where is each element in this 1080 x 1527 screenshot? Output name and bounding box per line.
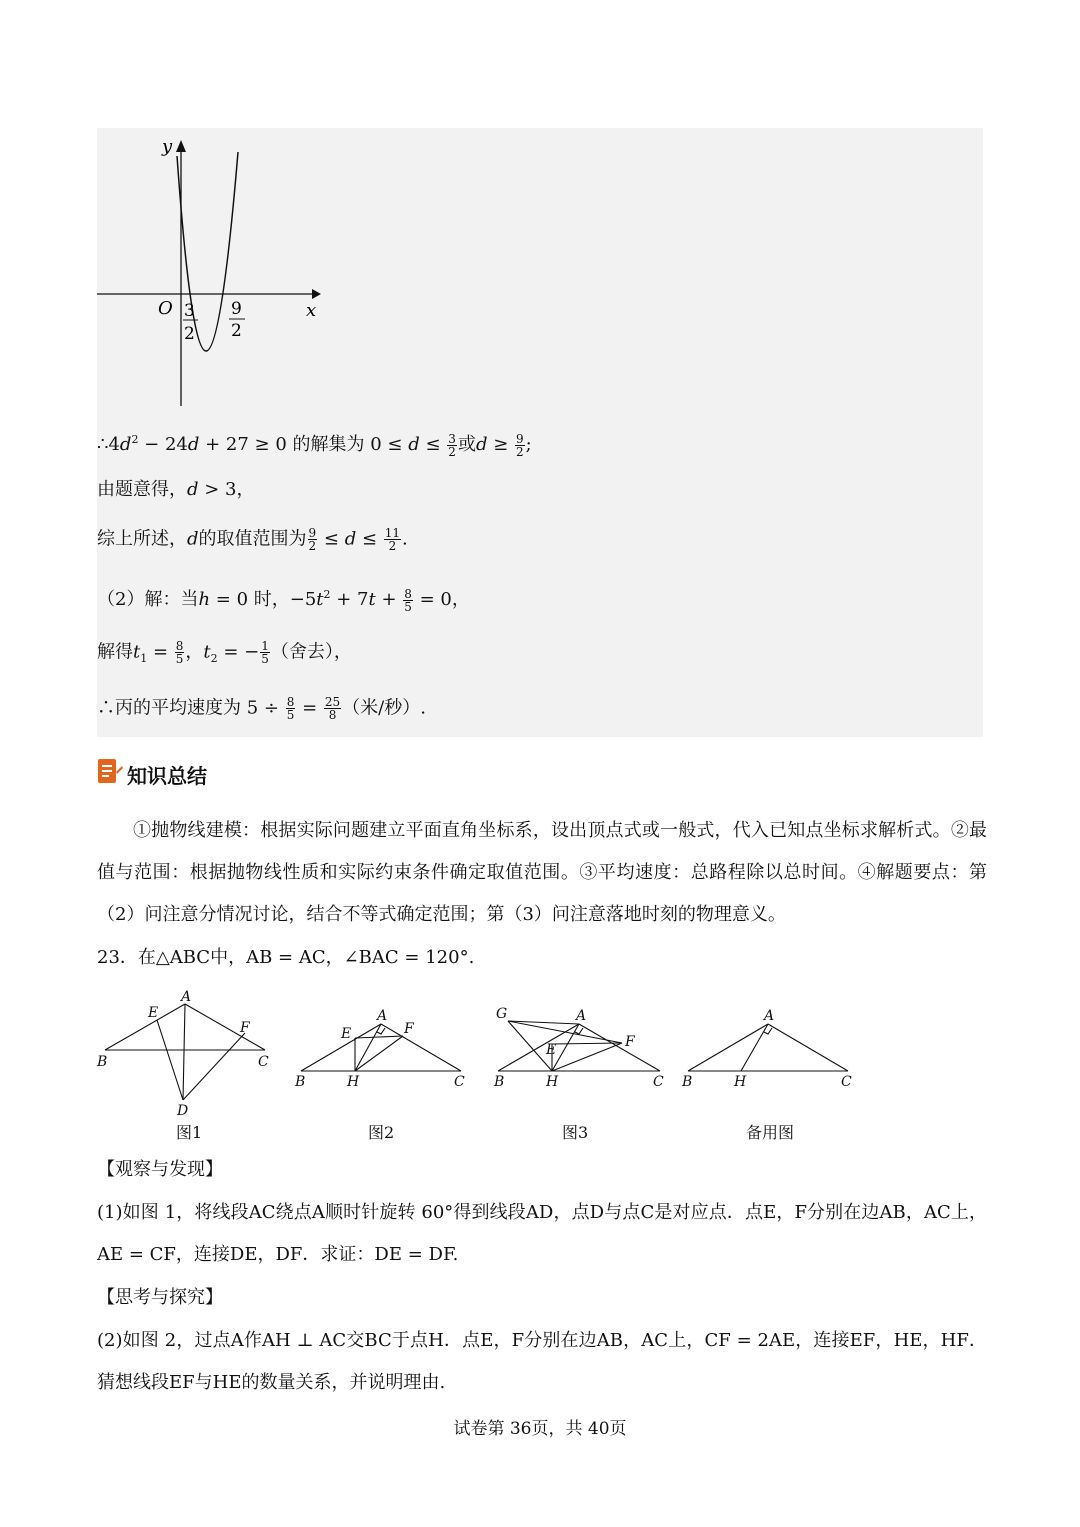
page-footer: 试卷第 36页，共 40页	[453, 1419, 627, 1439]
fig1-label-e: E	[148, 1005, 159, 1021]
fig3-label-h: H	[546, 1074, 559, 1090]
fig2-label-b: B	[295, 1074, 306, 1090]
fig4-label-c: C	[841, 1074, 852, 1090]
figure-3	[490, 988, 675, 1098]
summary-heading: 知识总结	[127, 764, 207, 788]
solution-line-3: 综上所述，d的取值范围为 $\frac{9}{2}$ ≤ d ≤ $\frac{11}{2}$ .	[97, 526, 408, 553]
figure-1-caption: 图1	[176, 1123, 203, 1142]
solution-line-5: 解得$t_1$ = $\frac{8}{5}$ ，$t_2$ = − $\frac{1}{5}$ （舍去），	[97, 639, 352, 666]
fig2-label-a: A	[377, 1008, 388, 1024]
y-axis-label: y	[162, 136, 173, 157]
section-think: 【思考与探究】	[97, 1287, 223, 1308]
fig1-label-a: A	[181, 989, 192, 1005]
fig3-label-f: F	[625, 1034, 635, 1050]
fig3-label-e: E	[546, 1042, 557, 1058]
parabola-graph	[97, 136, 327, 411]
figure-backup-caption: 备用图	[746, 1123, 795, 1142]
solution-line-6: ∴丙的平均速度为 5 ÷ $\frac{8}{5}$ = $\frac{25}{8}$ （米/秒）.	[97, 695, 426, 722]
fig4-label-h: H	[734, 1074, 747, 1090]
fig1-label-d: D	[177, 1103, 189, 1118]
solution-line-2: 由题意得，d > 3，	[97, 479, 255, 500]
fig3-label-b: B	[494, 1074, 505, 1090]
root2-num: 9	[231, 299, 242, 319]
solution-line-1: $\therefore 4d^2 - 24d + 27 \ge 0$ 的解集为 0 ≤ d ≤ $\frac{3}{2}$ 或d ≥ $\frac{9}{2}$ ;	[97, 431, 532, 459]
origin-label: O	[158, 298, 173, 319]
root1-den: 2	[184, 324, 195, 344]
fig3-label-a: A	[576, 1008, 587, 1024]
fig1-label-b: B	[97, 1054, 108, 1070]
solution-line-4: （2）解：当h = 0 时，$-5t^2 + 7t$ + $\frac{8}{5}$ = 0，	[97, 586, 470, 614]
figure-1	[95, 988, 280, 1118]
fig2-label-e: E	[341, 1026, 352, 1042]
question-23-stem: 23．在△ABC中，AB = AC，∠BAC = 120°.	[97, 947, 475, 968]
fig1-label-c: C	[258, 1054, 269, 1070]
figure-backup	[680, 988, 860, 1098]
fig2-label-f: F	[404, 1021, 414, 1037]
figure-3-caption: 图3	[562, 1123, 589, 1142]
section-observe: 【观察与发现】	[97, 1159, 223, 1180]
fig1-label-f: F	[240, 1020, 250, 1036]
question-23-part-1: (1)如图 1，将线段AC绕点A顺时针旋转 60°得到线段AD，点D与点C是对应点．点E，F分别在边AB，AC上，AE = CF，连接DE，DF．求证：DE = DF.	[97, 1202, 987, 1265]
notes-icon	[97, 758, 123, 786]
fig4-label-b: B	[682, 1074, 693, 1090]
figure-2-caption: 图2	[368, 1123, 395, 1142]
figure-2	[293, 988, 473, 1098]
summary-text: ①抛物线建模：根据实际问题建立平面直角坐标系，设出顶点式或一般式，代入已知点坐标求解析式。②最值与范围：根据抛物线性质和实际约束条件确定取值范围。③平均速度：总路程除以总时间。④解题要点：第（2）问注意分情况讨论，结合不等式确定范围；第（3）问注意落地时刻的物理意义。	[97, 820, 987, 925]
fig3-label-g: G	[496, 1006, 508, 1022]
root2-den: 2	[231, 321, 242, 341]
fig4-label-a: A	[764, 1008, 775, 1024]
x-axis-label: x	[306, 300, 317, 321]
root1-num: 3	[184, 301, 195, 321]
fig2-label-h: H	[347, 1074, 360, 1090]
question-23-part-2: (2)如图 2，过点A作AH ⊥ AC交BC于点H．点E，F分别在边AB，AC上，CF = 2AE，连接EF，HE，HF．猜想线段EF与HE的数量关系，并说明理由.	[97, 1330, 987, 1393]
fig2-label-c: C	[454, 1074, 465, 1090]
fig3-label-c: C	[653, 1074, 664, 1090]
